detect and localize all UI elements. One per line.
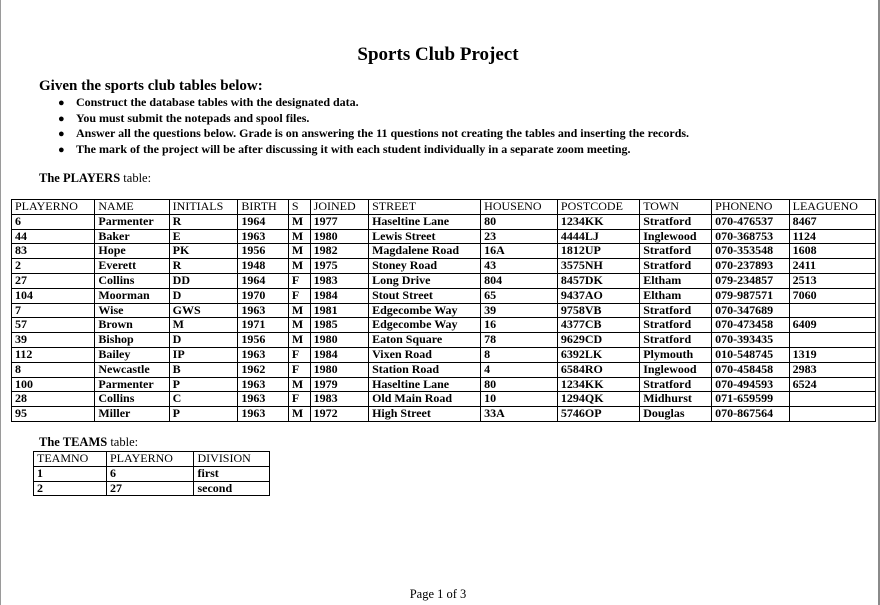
table-row <box>12 362 876 377</box>
table-row <box>12 214 876 229</box>
table-cell: second <box>194 481 270 496</box>
table-header-row <box>12 200 876 215</box>
column-header: JOINED <box>310 200 368 215</box>
table-cell: 1981 <box>310 303 368 318</box>
column-header: HOUSENO <box>481 200 558 215</box>
table-cell: Hope <box>95 244 169 259</box>
table-cell: Stratford <box>640 318 712 333</box>
table-row <box>12 303 876 318</box>
teams-table <box>33 451 270 496</box>
table-cell <box>789 407 875 422</box>
table-cell: 7 <box>12 303 95 318</box>
table-cell: M <box>288 333 310 348</box>
column-header: BIRTH <box>238 200 288 215</box>
table-cell: 1980 <box>310 229 368 244</box>
table-cell: 1963 <box>238 392 288 407</box>
table-cell: 44 <box>12 229 95 244</box>
table-cell: 1948 <box>238 259 288 274</box>
table-cell: 8 <box>12 362 95 377</box>
table-cell: Stoney Road <box>369 259 481 274</box>
table-cell: 1983 <box>310 392 368 407</box>
table-cell: 070-393435 <box>712 333 790 348</box>
column-header: PHONENO <box>712 200 790 215</box>
table-cell: Haseltine Lane <box>369 377 481 392</box>
table-cell: 070-368753 <box>712 229 790 244</box>
table-cell: 9437AO <box>557 288 639 303</box>
table-cell: Old Main Road <box>369 392 481 407</box>
table-cell: IP <box>169 347 238 362</box>
table-header-row <box>34 452 270 467</box>
table-cell: Inglewood <box>640 229 712 244</box>
table-cell: Eltham <box>640 288 712 303</box>
intro-heading: Given the sports club tables below: <box>39 78 263 94</box>
table-cell: 070-476537 <box>712 214 790 229</box>
table-cell <box>789 392 875 407</box>
column-header: PLAYERNO <box>12 200 95 215</box>
table-cell: 6 <box>107 466 194 481</box>
table-cell: Edgecombe Way <box>369 303 481 318</box>
table-cell: D <box>169 333 238 348</box>
table-cell: 1963 <box>238 407 288 422</box>
table-cell: 070-458458 <box>712 362 790 377</box>
table-cell: 1963 <box>238 347 288 362</box>
table-row <box>12 229 876 244</box>
table-cell: 1234KK <box>557 214 639 229</box>
column-header: PLAYERNO <box>107 452 194 467</box>
column-header: S <box>288 200 310 215</box>
table-cell: 27 <box>107 481 194 496</box>
table-cell: 1970 <box>238 288 288 303</box>
table-cell: 2983 <box>789 362 875 377</box>
table-row <box>12 333 876 348</box>
table-cell: Newcastle <box>95 362 169 377</box>
table-cell: 65 <box>481 288 558 303</box>
column-header: STREET <box>369 200 481 215</box>
table-cell: Long Drive <box>369 273 481 288</box>
table-cell: 5746OP <box>557 407 639 422</box>
table-cell: Inglewood <box>640 362 712 377</box>
table-row <box>12 273 876 288</box>
teams-table-caption: The TEAMS table: <box>39 435 139 449</box>
table-cell: Bailey <box>95 347 169 362</box>
table-cell: 8457DK <box>557 273 639 288</box>
table-cell: 6409 <box>789 318 875 333</box>
table-cell: C <box>169 392 238 407</box>
table-cell: 9629CD <box>557 333 639 348</box>
column-header: NAME <box>95 200 169 215</box>
table-cell: Collins <box>95 392 169 407</box>
table-row <box>12 407 876 422</box>
bullet-icon: ● <box>58 143 65 156</box>
table-cell: 6392LK <box>557 347 639 362</box>
table-cell: 1812UP <box>557 244 639 259</box>
table-cell: Wise <box>95 303 169 318</box>
table-cell: Brown <box>95 318 169 333</box>
table-cell: 070-494593 <box>712 377 790 392</box>
table-row <box>34 481 270 496</box>
column-header: TEAMNO <box>34 452 107 467</box>
table-cell: 1977 <box>310 214 368 229</box>
table-cell: M <box>288 259 310 274</box>
list-item: ● The mark of the project will be after discussing it with each student individually in a separate zoom meeting. <box>58 142 689 158</box>
column-header: DIVISION <box>194 452 270 467</box>
table-cell: 6524 <box>789 377 875 392</box>
table-row <box>12 377 876 392</box>
table-cell: Midhurst <box>640 392 712 407</box>
table-cell: 1971 <box>238 318 288 333</box>
page-title: Sports Club Project <box>357 44 519 65</box>
table-cell: 8 <box>481 347 558 362</box>
table-cell: 27 <box>12 273 95 288</box>
table-cell: GWS <box>169 303 238 318</box>
table-cell: 6 <box>12 214 95 229</box>
table-cell: 8467 <box>789 214 875 229</box>
table-cell: 9758VB <box>557 303 639 318</box>
table-cell: Parmenter <box>95 214 169 229</box>
table-cell: M <box>288 303 310 318</box>
table-cell: 4 <box>481 362 558 377</box>
table-cell: R <box>169 214 238 229</box>
column-header: LEAGUENO <box>789 200 875 215</box>
table-cell: P <box>169 377 238 392</box>
table-cell: 1984 <box>310 288 368 303</box>
table-cell: 070-867564 <box>712 407 790 422</box>
table-cell: M <box>288 318 310 333</box>
table-cell: Stratford <box>640 303 712 318</box>
table-cell: 071-659599 <box>712 392 790 407</box>
table-cell: M <box>169 318 238 333</box>
table-cell: Stratford <box>640 259 712 274</box>
table-cell: 2 <box>34 481 107 496</box>
table-cell: 2 <box>12 259 95 274</box>
table-cell: 1980 <box>310 333 368 348</box>
table-cell: M <box>288 377 310 392</box>
table-row <box>12 318 876 333</box>
column-header: TOWN <box>640 200 712 215</box>
table-cell: Collins <box>95 273 169 288</box>
table-cell: M <box>288 229 310 244</box>
table-cell: 2411 <box>789 259 875 274</box>
table-cell: 6584RO <box>557 362 639 377</box>
table-cell: Lewis Street <box>369 229 481 244</box>
table-cell: 070-473458 <box>712 318 790 333</box>
table-cell: 16A <box>481 244 558 259</box>
table-cell: 1 <box>34 466 107 481</box>
table-cell: 1979 <box>310 377 368 392</box>
table-cell: 57 <box>12 318 95 333</box>
table-cell: Stratford <box>640 333 712 348</box>
table-cell: 1982 <box>310 244 368 259</box>
table-cell: Eltham <box>640 273 712 288</box>
table-cell: 804 <box>481 273 558 288</box>
column-header: INITIALS <box>169 200 238 215</box>
table-cell: High Street <box>369 407 481 422</box>
table-cell: 1963 <box>238 377 288 392</box>
table-cell: 079-234857 <box>712 273 790 288</box>
table-row <box>12 392 876 407</box>
list-item: ● Construct the database tables with the designated data. <box>58 95 689 111</box>
table-cell: F <box>288 392 310 407</box>
table-cell: 1985 <box>310 318 368 333</box>
table-cell: Bishop <box>95 333 169 348</box>
table-cell: 1963 <box>238 303 288 318</box>
table-cell: B <box>169 362 238 377</box>
table-cell: M <box>288 244 310 259</box>
players-table <box>11 199 876 422</box>
table-cell: 1319 <box>789 347 875 362</box>
table-cell: 83 <box>12 244 95 259</box>
table-cell: 070-353548 <box>712 244 790 259</box>
table-cell: Stout Street <box>369 288 481 303</box>
table-cell: 1984 <box>310 347 368 362</box>
table-cell: Magdalene Road <box>369 244 481 259</box>
table-cell: Station Road <box>369 362 481 377</box>
table-cell: 104 <box>12 288 95 303</box>
table-cell: 1964 <box>238 273 288 288</box>
table-cell: Stratford <box>640 214 712 229</box>
table-cell: first <box>194 466 270 481</box>
table-cell: 1983 <box>310 273 368 288</box>
table-cell: Edgecombe Way <box>369 318 481 333</box>
table-cell: E <box>169 229 238 244</box>
table-cell: 95 <box>12 407 95 422</box>
bullet-icon: ● <box>58 112 65 125</box>
table-cell: 16 <box>481 318 558 333</box>
table-cell: M <box>288 214 310 229</box>
table-cell: DD <box>169 273 238 288</box>
bullet-icon: ● <box>58 97 65 109</box>
table-cell: 1964 <box>238 214 288 229</box>
table-cell: Stratford <box>640 377 712 392</box>
table-cell: Plymouth <box>640 347 712 362</box>
table-cell: Douglas <box>640 407 712 422</box>
table-cell: D <box>169 288 238 303</box>
table-cell: PK <box>169 244 238 259</box>
table-cell: 100 <box>12 377 95 392</box>
players-table-caption: The PLAYERS table: <box>39 171 152 185</box>
table-row <box>12 259 876 274</box>
table-cell: 1124 <box>789 229 875 244</box>
table-cell: P <box>169 407 238 422</box>
table-cell: 1294QK <box>557 392 639 407</box>
table-cell: Vixen Road <box>369 347 481 362</box>
table-cell: F <box>288 273 310 288</box>
table-cell: 070-237893 <box>712 259 790 274</box>
table-cell: 1980 <box>310 362 368 377</box>
table-cell: F <box>288 288 310 303</box>
table-cell: 112 <box>12 347 95 362</box>
table-cell: F <box>288 362 310 377</box>
table-cell: 39 <box>481 303 558 318</box>
table-cell: 4444LJ <box>557 229 639 244</box>
table-cell: 1972 <box>310 407 368 422</box>
table-cell: 10 <box>481 392 558 407</box>
table-cell: Everett <box>95 259 169 274</box>
table-cell: 1608 <box>789 244 875 259</box>
table-cell: 1963 <box>238 229 288 244</box>
table-cell: Parmenter <box>95 377 169 392</box>
table-cell: 2513 <box>789 273 875 288</box>
table-row <box>12 244 876 259</box>
table-cell: M <box>288 407 310 422</box>
table-cell: 1962 <box>238 362 288 377</box>
table-row <box>34 466 270 481</box>
table-cell: Baker <box>95 229 169 244</box>
table-cell: 80 <box>481 377 558 392</box>
page-number: Page 1 of 3 <box>409 587 467 601</box>
table-cell: Miller <box>95 407 169 422</box>
table-cell: 7060 <box>789 288 875 303</box>
list-item: ● Answer all the questions below. Grade is on answering the 11 questions not creating the tables and inserting the records. <box>58 126 689 142</box>
table-cell: Stratford <box>640 244 712 259</box>
table-cell: 43 <box>481 259 558 274</box>
table-cell: 010-548745 <box>712 347 790 362</box>
table-row <box>12 288 876 303</box>
table-row <box>12 347 876 362</box>
table-cell: 079-987571 <box>712 288 790 303</box>
table-cell: 1956 <box>238 244 288 259</box>
table-cell: 78 <box>481 333 558 348</box>
table-cell: F <box>288 347 310 362</box>
table-cell <box>789 333 875 348</box>
list-item: ● You must submit the notepads and spool files. <box>58 111 689 127</box>
table-cell: 23 <box>481 229 558 244</box>
table-cell: 28 <box>12 392 95 407</box>
instruction-list <box>58 95 689 157</box>
table-cell: 80 <box>481 214 558 229</box>
table-cell: 33A <box>481 407 558 422</box>
column-header: POSTCODE <box>557 200 639 215</box>
table-cell: Moorman <box>95 288 169 303</box>
table-cell: 1234KK <box>557 377 639 392</box>
table-cell: Haseltine Lane <box>369 214 481 229</box>
page-left-border <box>0 0 1 605</box>
table-cell: 3575NH <box>557 259 639 274</box>
table-cell: 070-347689 <box>712 303 790 318</box>
table-cell: 39 <box>12 333 95 348</box>
table-cell: 1975 <box>310 259 368 274</box>
table-cell: R <box>169 259 238 274</box>
table-cell: 1956 <box>238 333 288 348</box>
table-cell <box>789 303 875 318</box>
table-cell: Eaton Square <box>369 333 481 348</box>
bullet-icon: ● <box>58 128 65 140</box>
table-cell: 4377CB <box>557 318 639 333</box>
